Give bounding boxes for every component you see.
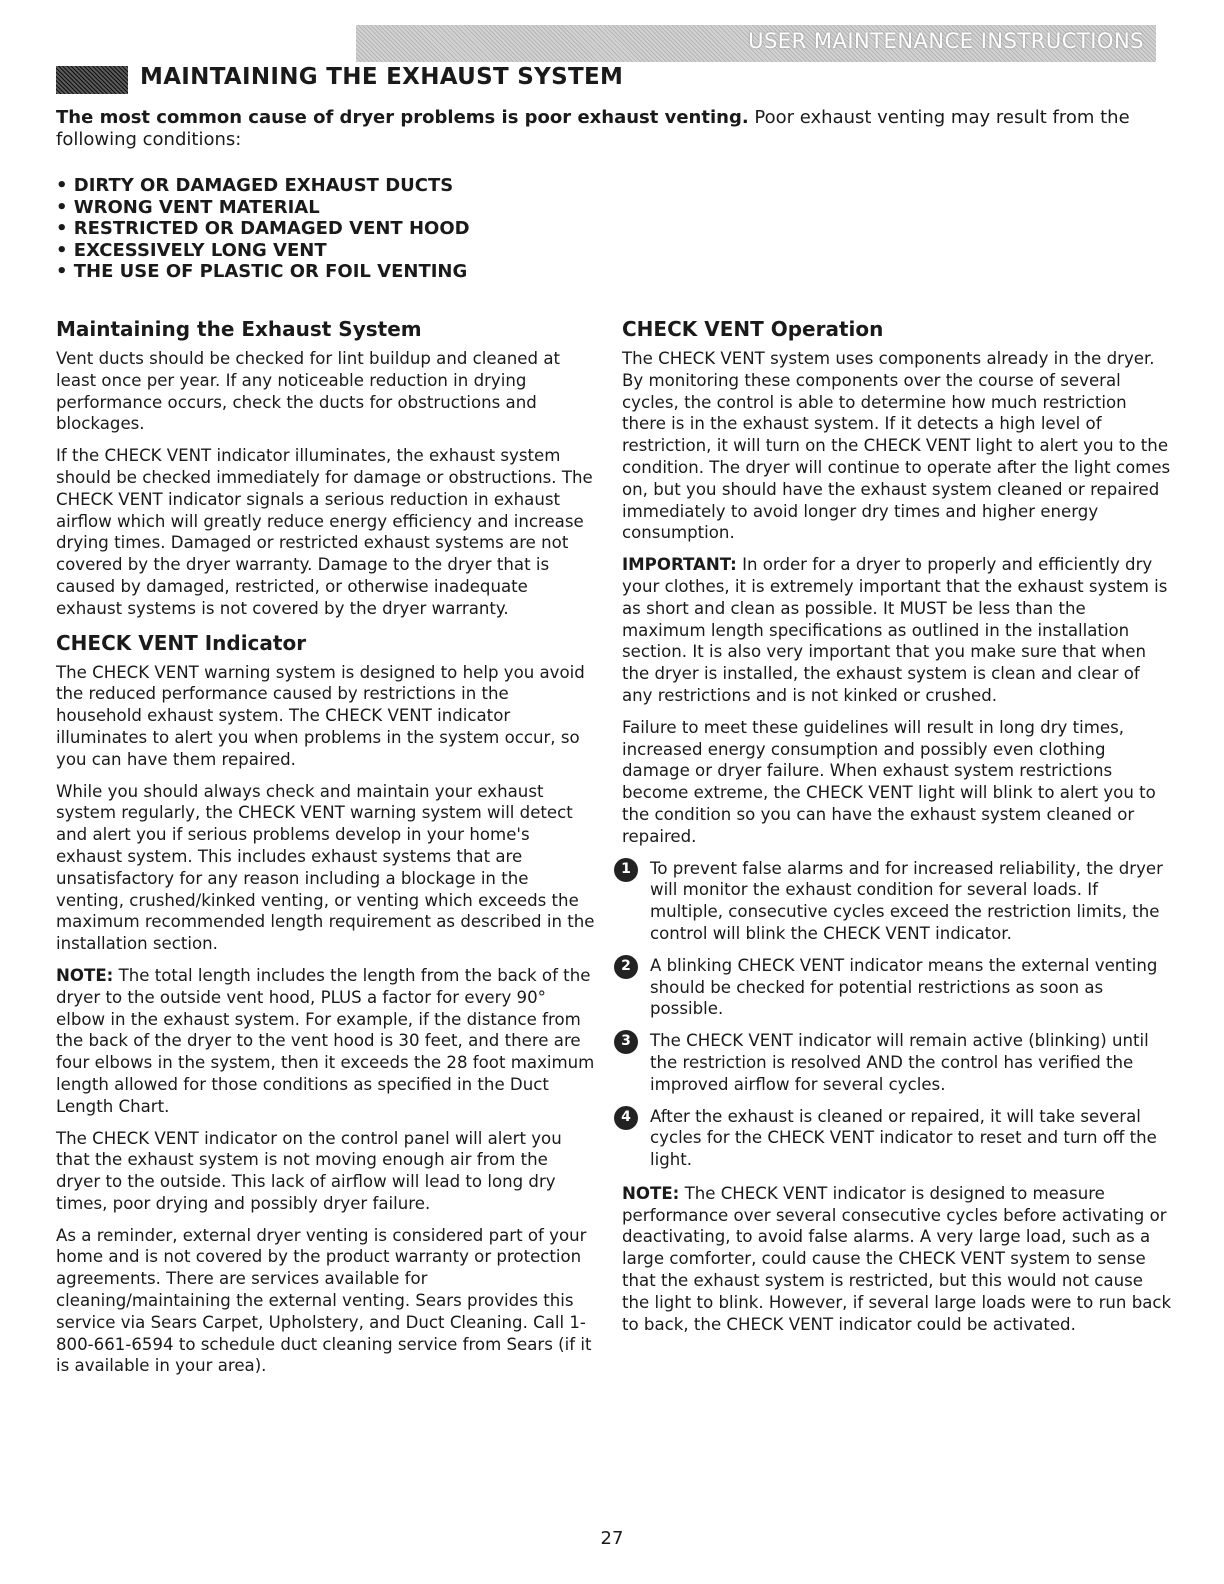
condition-item: • EXCESSIVELY LONG VENT bbox=[56, 239, 327, 261]
condition-item: • RESTRICTED OR DAMAGED VENT HOOD bbox=[56, 218, 470, 239]
step-text: The CHECK VENT indicator will remain active (blinking) until the restriction is resolved AND the control has verified the improved airflow for several cycles. bbox=[650, 1031, 1149, 1094]
note-label: NOTE: bbox=[56, 965, 114, 985]
note-text: The total length includes the length from the back of the dryer to the outside vent hood, PLUS a factor for every 90° elbow in the exhaust system. For example, if the distance from the back of the dryer to the vent hood is 30 feet, and there are four elbows in the system, then it exceeds the 28 foot maximum length allowed for those conditions as specified in the Duct Length Chart. bbox=[56, 965, 595, 1116]
important-paragraph bbox=[622, 554, 1172, 707]
maintaining-paragraph-1: Vent ducts should be checked for lint buildup and cleaned at least once per year. If any noticeable reduction in drying performance occurs, check the ducts for obstructions and blockages. bbox=[56, 349, 560, 434]
left-column bbox=[56, 316, 596, 1387]
steps-list bbox=[622, 858, 1172, 1171]
indicator-heading: CHECK VENT Indicator bbox=[56, 630, 307, 655]
step-text: A blinking CHECK VENT indicator means the external venting should be checked for potential restrictions as soon as possible. bbox=[650, 955, 1158, 1019]
banner-title: USER MAINTENANCE INSTRUCTIONS bbox=[748, 29, 1144, 53]
maintaining-paragraph-2: If the CHECK VENT indicator illuminates, the exhaust system should be checked immediately for damage or obstructions. The CHECK VENT indicator signals a serious reduction in exhaust airflow which will greatly reduce energy efficiency and increase drying times. Damaged or restricted exhaust systems are not covered by the dryer warranty. Damage to the dryer that is caused by damaged, restricted, or otherwise inadequate exhaust systems is not covered by the dryer warranty. bbox=[56, 446, 593, 618]
section-marker-block bbox=[56, 66, 128, 94]
intro-text: Poor exhaust venting may result from the following conditions: bbox=[56, 107, 1130, 150]
step-item bbox=[622, 1030, 1172, 1095]
indicator-paragraph-3: The CHECK VENT indicator on the control panel will alert you that the exhaust system is not moving enough air from the dryer to the outside. This lack of airflow will lead to long dry times, poor drying and possibly dryer failure. bbox=[56, 1128, 562, 1213]
step-item bbox=[622, 955, 1172, 1020]
condition-item: • THE USE OF PLASTIC OR FOIL VENTING bbox=[56, 261, 468, 282]
conditions-list bbox=[56, 175, 470, 283]
step-number-badge: 4 bbox=[614, 1106, 638, 1130]
step-number-badge: 2 bbox=[614, 955, 638, 979]
note-text: The CHECK VENT indicator is designed to measure performance over several consecutive cycles before activating or deactivating, to avoid false alarms. A very large load, such as a large comforter, could cause the CHECK VENT system to sense that the exhaust system is restricted, but this would not cause the light to blink. However, if several large loads were to run back to back, the CHECK VENT indicator could be activated. bbox=[622, 1183, 1172, 1334]
indicator-note bbox=[56, 965, 596, 1118]
step-item bbox=[622, 858, 1172, 945]
indicator-paragraph-2: While you should always check and maintain your exhaust system regularly, the CHECK VENT warning system will detect and alert you if serious problems develop in your home's exhaust system. This includes exhaust systems that are unsatisfactory for any reason including a blockage in the venting, crushed/kinked venting, or venting which exceeds the maximum recommended length requirement as described in the installation section. bbox=[56, 781, 595, 954]
right-column bbox=[622, 316, 1172, 1345]
operation-paragraph-2: Failure to meet these guidelines will result in long dry times, increased energy consumption and possibly even clothing damage or dryer failure. When exhaust system restrictions become extreme, the CHECK VENT light will blink to alert you to the condition so you can have the exhaust system cleaned or repaired. bbox=[622, 717, 1156, 846]
operation-paragraph-1: The CHECK VENT system uses components already in the dryer. By monitoring these components over the course of several cycles, the control is able to determine how much restriction there is in the exhaust system. If it detects a high level of restriction, it will turn on the CHECK VENT light to alert you to the condition. The dryer will continue to operate after the light comes on, but you should have the exhaust system cleaned or repaired immediately to avoid longer dry times and higher energy consumption. bbox=[622, 349, 1171, 543]
section-title: MAINTAINING THE EXHAUST SYSTEM bbox=[140, 64, 624, 90]
indicator-paragraph-1: The CHECK VENT warning system is designed to help you avoid the reduced performance caused by restrictions in the household exhaust system. The CHECK VENT indicator illuminates to alert you when problems in the system occur, so you can have them repaired. bbox=[56, 662, 585, 769]
maintaining-heading: Maintaining the Exhaust System bbox=[56, 317, 422, 341]
indicator-paragraph-4: As a reminder, external dryer venting is considered part of your home and is not covered by the product warranty or protection agreements. There are services available for cleaning/maintaining the external venting. Sears provides this service via Sears Carpet, Upholstery, and Duct Cleaning. Call 1-800-661-6594 to schedule duct cleaning service from Sears (if it is available in your area). bbox=[56, 1225, 592, 1376]
note-label: NOTE: bbox=[622, 1183, 680, 1203]
step-text: To prevent false alarms and for increased reliability, the dryer will monitor the exhaust condition for several loads. If multiple, consecutive cycles exceed the restriction limits, the control will blink the CHECK VENT indicator. bbox=[650, 858, 1163, 943]
operation-heading: CHECK VENT Operation bbox=[622, 317, 884, 341]
intro-paragraph bbox=[56, 107, 1176, 151]
step-number-badge: 1 bbox=[614, 858, 638, 882]
header-banner bbox=[356, 25, 1156, 62]
step-text: After the exhaust is cleaned or repaired, it will take several cycles for the CHECK VENT indicator to reset and turn off the light. bbox=[650, 1106, 1157, 1170]
step-number-badge: 3 bbox=[614, 1030, 638, 1054]
step-item bbox=[622, 1106, 1172, 1171]
operation-note bbox=[622, 1183, 1172, 1336]
important-label: IMPORTANT: bbox=[622, 555, 737, 575]
intro-bold: The most common cause of dryer problems is poor exhaust venting. bbox=[56, 107, 749, 128]
important-text: In order for a dryer to properly and efficiently dry your clothes, it is extremely important that the exhaust system is as short and clean as possible. It MUST be less than the maximum length specifications as outlined in the installation section. It is also very important that you make sure that when the dryer is installed, the exhaust system is clean and clear of any restrictions and is not kinked or crushed. bbox=[622, 555, 1168, 705]
page-number: 27 bbox=[600, 1528, 624, 1549]
condition-item: • DIRTY OR DAMAGED EXHAUST DUCTS bbox=[56, 175, 454, 196]
condition-item: • WRONG VENT MATERIAL bbox=[56, 196, 320, 218]
